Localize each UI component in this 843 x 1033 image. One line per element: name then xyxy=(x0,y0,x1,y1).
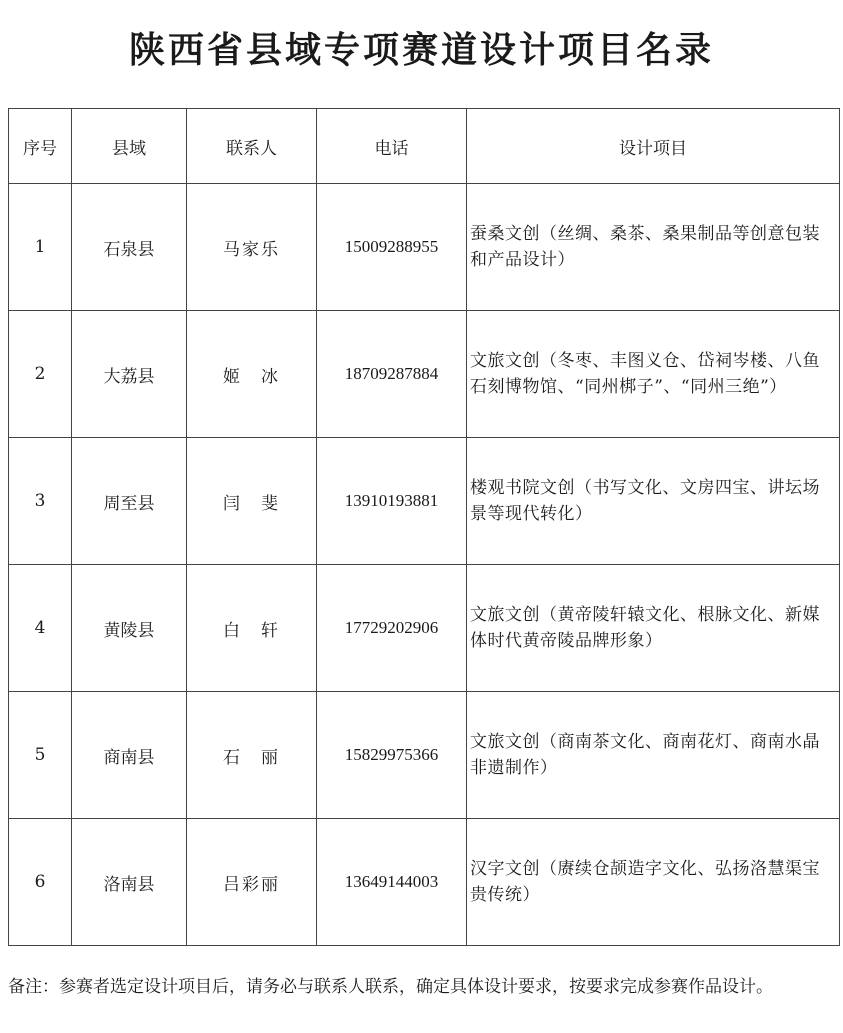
header-index: 序号 xyxy=(9,109,72,184)
header-project: 设计项目 xyxy=(467,109,840,184)
row-contact: 白 轩 xyxy=(187,565,317,692)
row-county: 商南县 xyxy=(72,692,187,819)
table-row xyxy=(9,819,840,946)
footnote xyxy=(8,972,834,1002)
table-row xyxy=(9,311,840,438)
row-index: 3 xyxy=(9,438,72,565)
table-body xyxy=(9,184,840,946)
header-row xyxy=(9,109,840,184)
page-title: 陕西省县域专项赛道设计项目名录 xyxy=(128,30,714,71)
row-county: 黄陵县 xyxy=(72,565,187,692)
header-county: 县域 xyxy=(72,109,187,184)
row-index: 5 xyxy=(9,692,72,819)
table-row xyxy=(9,184,840,311)
row-contact: 吕彩丽 xyxy=(187,819,317,946)
row-county: 大荔县 xyxy=(72,311,187,438)
row-project: 文旅文创（黄帝陵轩辕文化、根脉文化、新媒体时代黄帝陵品牌形象） xyxy=(467,565,840,692)
header-contact: 联系人 xyxy=(187,109,317,184)
footnote-label: 备注： xyxy=(8,977,59,997)
row-project: 文旅文创（冬枣、丰图义仓、岱祠岑楼、八鱼石刻博物馆、“同州梆子”、“同州三绝”） xyxy=(467,311,840,438)
row-project: 文旅文创（商南茶文化、商南花灯、商南水晶非遗制作） xyxy=(467,692,840,819)
row-phone: 15829975366 xyxy=(317,692,467,819)
row-phone: 15009288955 xyxy=(317,184,467,311)
row-phone: 13649144003 xyxy=(317,819,467,946)
table-row xyxy=(9,692,840,819)
row-county: 石泉县 xyxy=(72,184,187,311)
row-project: 汉字文创（赓续仓颉造字文化、弘扬洛慧渠宝贵传统） xyxy=(467,819,840,946)
row-contact: 石 丽 xyxy=(187,692,317,819)
project-table xyxy=(8,108,840,946)
table-row xyxy=(9,565,840,692)
footnote-text: 参赛者选定设计项目后，请务必与联系人联系，确定具体设计要求，按要求完成参赛作品设计。 xyxy=(59,977,773,997)
row-index: 6 xyxy=(9,819,72,946)
table-row xyxy=(9,438,840,565)
row-phone: 18709287884 xyxy=(317,311,467,438)
row-contact: 马家乐 xyxy=(187,184,317,311)
row-contact: 闫 斐 xyxy=(187,438,317,565)
row-project: 楼观书院文创（书写文化、文房四宝、讲坛场景等现代转化） xyxy=(467,438,840,565)
row-phone: 13910193881 xyxy=(317,438,467,565)
row-index: 4 xyxy=(9,565,72,692)
row-phone: 17729202906 xyxy=(317,565,467,692)
row-index: 2 xyxy=(9,311,72,438)
row-county: 洛南县 xyxy=(72,819,187,946)
row-county: 周至县 xyxy=(72,438,187,565)
row-project: 蚕桑文创（丝绸、桑茶、桑果制品等创意包装和产品设计） xyxy=(467,184,840,311)
table-header xyxy=(9,109,840,184)
header-phone: 电话 xyxy=(317,109,467,184)
row-index: 1 xyxy=(9,184,72,311)
row-contact: 姬 冰 xyxy=(187,311,317,438)
